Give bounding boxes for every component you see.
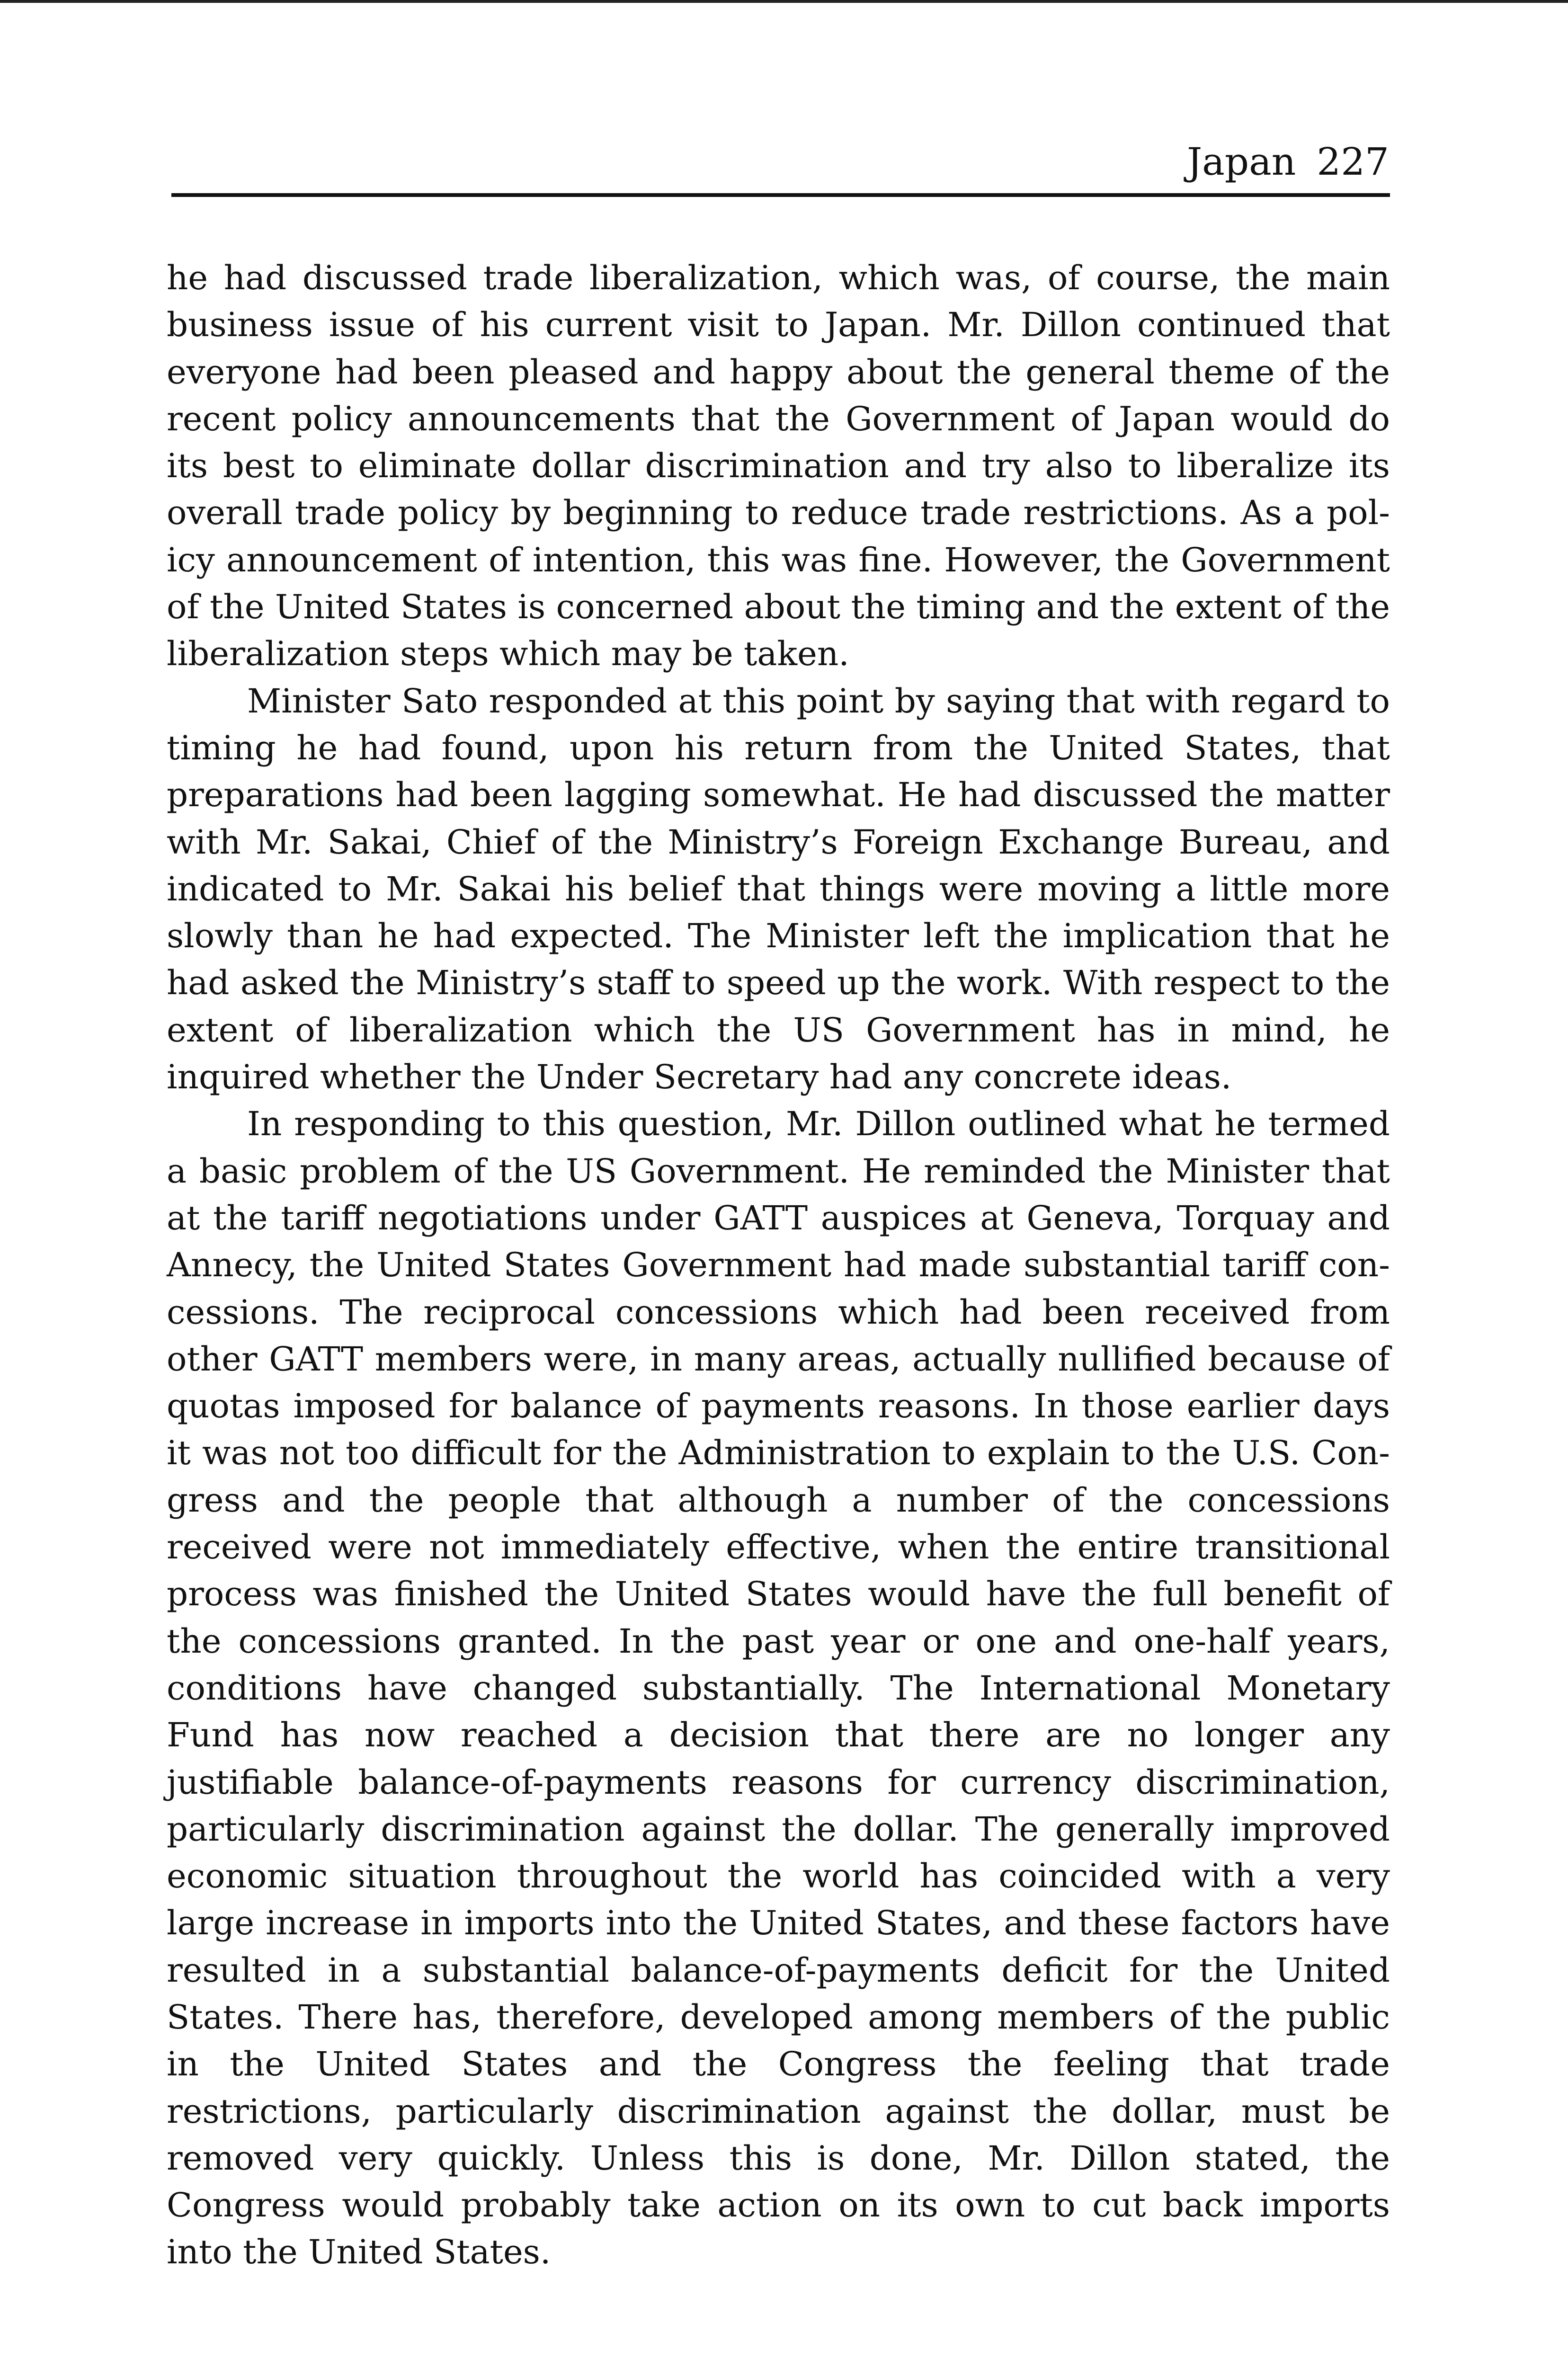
header-rule [171, 193, 1390, 197]
paragraph-minister-sato: Minister Sato responded at this point by saying that with regard to timing he had found, upon his return from the United States, that preparations had been lagging somewhat. He had discussed the matter with Mr. Sakai, Chief of the Ministry’s Foreign Exchange Bureau, and indicated to Mr. Sakai his belief that things were moving a little more slowly than he had expected. The Minister left the implication that he had asked the Ministry’s staff to speed up the work. With respect to the extent of liberalization which the US Government has in mind, he inquired whether the Under Secretary had any concrete ideas. [167, 681, 1390, 1097]
body-text [167, 255, 1390, 2276]
page-number: 227 [1317, 140, 1389, 184]
paragraph-dillon-response: In responding to this question, Mr. Dillon outlined what he termed a basic problem of the US Government. He reminded the Minister that at the tariff negotiations under GATT auspices at Geneva, Torquay and Annecy, the United States Government had made substantial tariff concessions. The reciprocal concessions which had been received from other GATT members were, in many areas, actually nullified because of quotas imposed for balance of payments reasons. In those earlier days it was not too difficult for the Administration to explain to the U.S. Congress and the people that although a number of the concessions received were not immediately effective, when the entire transitional process was finished the United States would have the full benefit of the concessions granted. In the past year or one and one-half years, conditions have changed substantially. The International Monetary Fund has now reached a decision that there are no longer any justifiable balance-of-payments reasons for currency discrimination, particularly discrimination against the dollar. The generally improved economic situation throughout the world has coincided with a very large increase in imports into the United States, and these factors have resulted in a substantial balance-of-payments deficit for the United States. There has, therefore, developed among members of the public in the United States and the Congress the feeling that trade restrictions, particularly discrimination against the dollar, must be removed very quickly. Unless this is done, Mr. Dillon stated, the Congress would probably take action on its own to cut back imports into the United States. [167, 1104, 1390, 2272]
running-head-title: Japan [1187, 140, 1296, 184]
page-top-edge [0, 0, 1568, 3]
running-head [1187, 138, 1389, 186]
paragraph-continued: he had discussed trade liberalization, which was, of course, the main business issue of his current visit to Japan. Mr. Dillon continued that everyone had been pleased and happy about the general theme of the recent policy announcements that the Government of Japan would do its best to eliminate dollar discrimination and try also to liberalize its overall trade policy by beginning to reduce trade restrictions. As a policy announcement of intention, this was fine. However, the Government of the United States is concerned about the timing and the extent of the liberalization steps which may be taken. [167, 258, 1390, 674]
